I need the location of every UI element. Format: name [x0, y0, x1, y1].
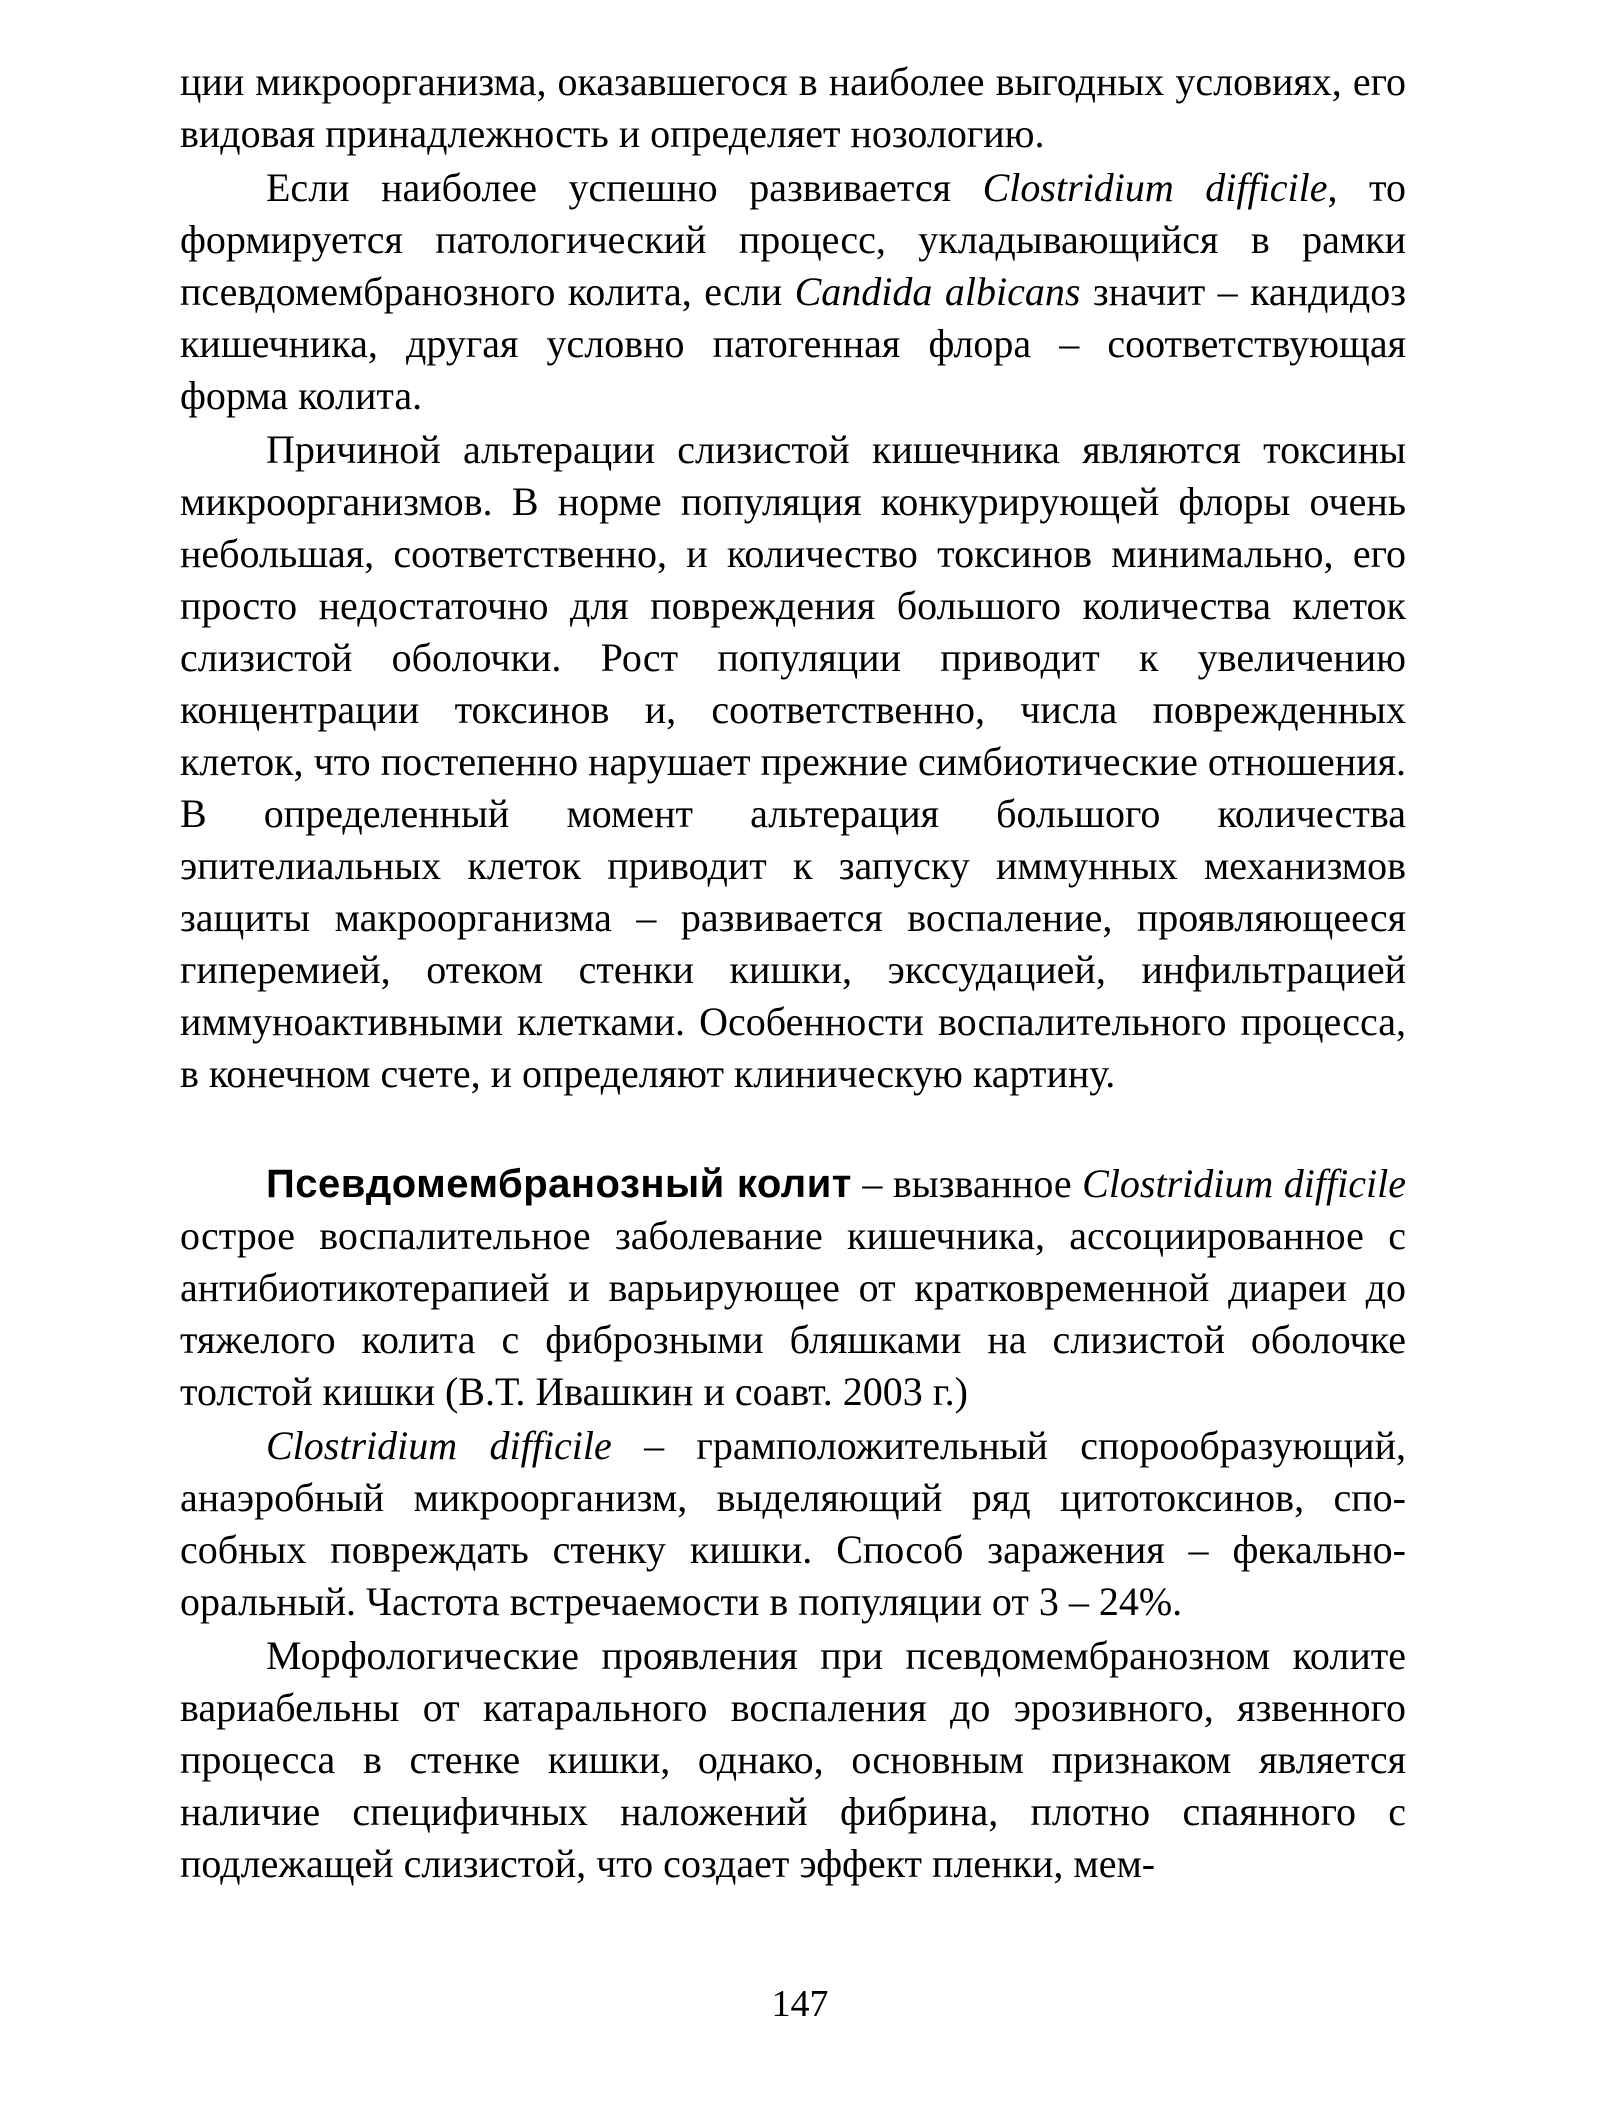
text-run: Морфологические проявления при псевдомембранозном колите вариабельны от катарального воспаления до эрозивного, язвенного процесса в стенке кишки, однако, основным признаком является наличие специфичных наложений фибрина, плотно спаянного с подлежащей слизистой, что создает эффект пленки, мем- — [180, 1633, 1406, 1886]
latin-name: Clostridium difficile — [266, 1423, 612, 1468]
text-run: – вызванное — [851, 1161, 1083, 1206]
latin-name: Clostridium difficile — [1082, 1161, 1406, 1206]
page-body — [180, 56, 1406, 1890]
text-run: Если наиболее успешно развивается — [266, 165, 983, 210]
text-run: Причиной альтерации слизистой кишечника являются токсины микроорганизмов. В норме популяция конкурирующей флоры очень небольшая, соответственно, и количество токсинов минимально, его просто недостаточно для повреждения большого количества клеток слизистой оболочки. Рост популяции приводит к увеличению концентрации токсинов и, соответственно, числа поврежденных клеток, что постепенно нарушает прежние симбиотические отношения. В определенный момент альтерация большого количества эпителиальных клеток приводит к запуску иммунных механизмов защиты макроорганизма – развивается воспаление, проявляющееся гиперемией, отеком стенки кишки, экссудацией, инфильтрацией иммуноактивными клетками. Особенности воспалительного процесса, в конечном счете, и определяют клиническую картину. — [180, 427, 1406, 1096]
latin-name: Candida albicans — [794, 269, 1081, 314]
page-number: 147 — [771, 1983, 829, 2025]
paragraph — [180, 1158, 1406, 1418]
paragraph — [180, 424, 1406, 1100]
paragraph — [180, 1420, 1406, 1628]
latin-name: Clostridium difficile — [982, 165, 1328, 210]
text-run: значит – кандидоз кишечника, другая условно патогенная флора – соответствующая форма колита. — [180, 269, 1407, 418]
paragraph — [180, 162, 1406, 422]
text-run: ции микроорганизма, оказавшегося в наиболее выгодных условиях, его видовая принадлежность и определяет нозологию. — [180, 59, 1406, 156]
paragraph — [180, 56, 1406, 160]
term-heading: Псевдомембранозный колит — [266, 1162, 852, 1206]
paragraph — [180, 1630, 1406, 1890]
text-run: острое воспалительное заболевание кишечника, ассоциированное с антибиотикотерапией и варьирующее от кратковременной диареи до тяжелого колита с фиброзными бляшками на слизистой оболочке толстой кишки (В.Т. Ивашкин и соавт. 2003 г.) — [180, 1213, 1406, 1414]
text-run: – грамположительный спорообразующий, анаэробный микроорганизм, выделяющий ряд цитотоксинов, способных повреждать стенку кишки. Способ заражения – фекально-оральный. Частота встречаемости в популяции от 3 – 24%. — [180, 1423, 1406, 1624]
text-run: , то формируется патологический процесс, укладывающийся в рамки псевдомембранозного колита, если — [180, 165, 1407, 314]
